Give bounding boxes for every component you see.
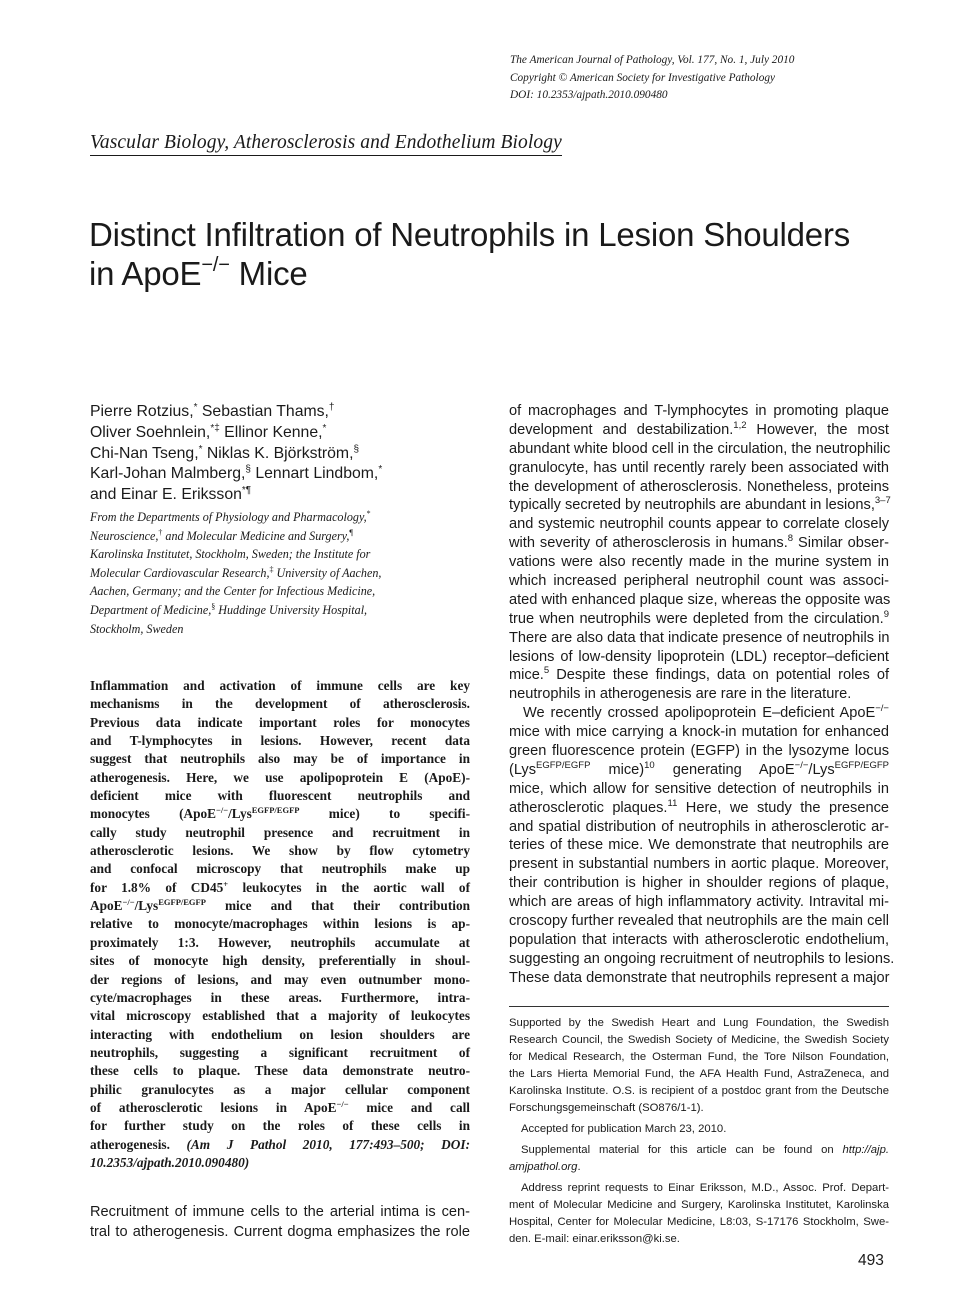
author-line: Chi-Nan Tseng,* Niklas K. Björkström,§ (90, 443, 360, 462)
body-line: There are also data that indicate presence of neutrophils in (509, 629, 890, 646)
abstract-line: interacting with endothelium on lesion shoulders are (90, 1026, 470, 1042)
body-line: green fluorescence protein (EGFP) in the lysozyme locus (509, 743, 889, 760)
supplemental-note: Supplemental material for this article can be found on http://ajp. (521, 1144, 889, 1156)
abstract-line: atherogenesis. Here, we use apolipoprotein E (ApoE)- (90, 769, 470, 785)
reprint-address: Hospital, Center for Molecular Medicine, L8:03, S-17176 Stockholm, Swe- (509, 1216, 889, 1228)
abstract-line: suggest that neutrophils also may be of importance in (90, 751, 470, 767)
article-title (89, 215, 909, 293)
funding-line: Research Council, the Swedish Society of Medicine, the Swedish Society (509, 1034, 889, 1046)
right-column-body (509, 402, 895, 988)
body-line: atherosclerotic plaques.$^{11}$ Here, we study the presence (509, 797, 889, 816)
abstract-line: these cells to plaque. These data demonstrate neutro- (90, 1063, 470, 1079)
title-line-1: Distinct Infiltration of Neutrophils in Lesion Shoulders (89, 216, 851, 253)
title-line-2: in ApoE−/− Mice (89, 254, 308, 292)
abstract-line: for 1.8% of CD45+ leukocytes in the aortic wall of (90, 878, 470, 895)
body-line: which increased peripheral neutrophil count was associ- (509, 573, 889, 590)
abstract (90, 677, 470, 1172)
abstract-line: monocytes (ApoE−/−/Lys$^{EGFP/EGFP}$ mice) to specifi- (90, 805, 470, 822)
author-line: Karl-Johan Malmberg,§ Lennart Lindbom,* (90, 464, 383, 483)
body-line: ated with enhanced plaque size, whereas the opposite was (509, 591, 891, 608)
affiliation-line: Stockholm, Sweden (90, 621, 184, 636)
body-line: mice, which allow for sensitive detection of neutrophils in (509, 780, 889, 797)
abstract-line: sites of monocyte high density, preferentially in shoul- (90, 953, 470, 969)
abstract-line: Inflammation and activation of immune cells are key (90, 678, 470, 693)
section-title: Vascular Biology, Atherosclerosis and Endothelium Biology (90, 132, 562, 156)
journal-citation: The American Journal of Pathology, Vol. 177, No. 1, July 2010 (510, 54, 795, 66)
abstract-line: Previous data indicate important roles for monocytes (90, 714, 470, 730)
body-line: lesions of low-density lipoprotein (LDL) receptor–deficient (509, 648, 889, 665)
abstract-line: proximately 1:3. However, neutrophils accumulate at (90, 934, 470, 950)
body-line: croscopy further revealed that neutrophils are the main cell (509, 913, 889, 930)
body-line: present in substantial numbers in aortic plaque. Moreover, (509, 856, 889, 873)
funding-line: Forschungsgemeinschaft (SO876/1-1). (509, 1102, 704, 1114)
abstract-line: of atherosclerotic lesions in ApoE−/− mice and call (90, 1098, 470, 1115)
copyright-line: Copyright © American Society for Investigative Pathology (510, 71, 776, 84)
body-line: with severity of atherosclerosis in humans.$^8$ Similar obser- (509, 533, 889, 552)
page-number: 493 (858, 1252, 884, 1269)
author-line: Oliver Soehnlein,*‡ Ellinor Kenne,* (90, 422, 327, 441)
abstract-line: atherosclerotic lesions. We show by flow cytometry (90, 843, 470, 859)
body-line: granulocyte, has until recently rarely been associated with (509, 459, 889, 476)
reprint-address: ment of Molecular Medicine and Surgery, Karolinska Institutet, Karolinska (509, 1199, 889, 1211)
affiliation-line: Molecular Cardiovascular Research,‡ University of Aachen, (90, 564, 382, 580)
footnote-divider (509, 1006, 889, 1007)
body-line: and systemic neutrophil counts appear to correlate closely (509, 516, 889, 533)
body-line: vations were also recently made in the murine system in (509, 554, 889, 571)
body-line: true when neutrophils were depleted from the circulation.$^9$ (509, 608, 889, 627)
body-line: suggesting an ongoing recruitment of neutrophils to lesions. (509, 950, 895, 967)
body-line: We recently crossed apolipoprotein E–deficient ApoE−/− (523, 703, 889, 722)
author-line: and Einar E. Eriksson*¶ (90, 485, 252, 504)
body-line: of macrophages and T-lymphocytes in promoting plaque (509, 403, 889, 419)
abstract-line: cally study neutrophil presence and recruitment in (90, 824, 470, 840)
funding-line: Supported by the Swedish Heart and Lung Foundation, the Swedish (509, 1017, 889, 1029)
body-line: population that interacts with atherosclerotic endothelium, (509, 931, 889, 948)
abstract-line: atherogenesis. (Am J Pathol 2010, 177:493–500; DOI: (90, 1136, 470, 1152)
supplemental-link[interactable]: amjpathol.org (509, 1161, 578, 1173)
body-line: abundant white blood cell in the circulation, the neutrophilic (509, 440, 891, 457)
funding-line: Karolinska Institute. O.S. is recipient of a postdoc grant from the Deutsche (509, 1085, 889, 1097)
abstract-line: relative to monocyte/macrophages within lesions is ap- (90, 916, 470, 932)
journal-header (510, 52, 794, 105)
reprint-address: Address reprint requests to Einar Eriksson, M.D., Assoc. Prof. Depart- (521, 1182, 889, 1194)
body-line: their contribution is higher in shoulder regions of plaque, (509, 875, 889, 892)
affiliation-line: Aachen, Germany; and the Center for Infectious Medicine, (90, 584, 376, 599)
supplemental-link[interactable]: http://ajp. (842, 1144, 889, 1156)
abstract-line: ApoE−/−/Lys$^{EGFP/EGFP}$ mice and that their contribution (90, 897, 470, 914)
abstract-line: and confocal microscopy that neutrophils make up (90, 861, 470, 877)
affiliation-line: From the Departments of Physiology and Pharmacology,* (90, 509, 371, 524)
abstract-line: cyte/macrophages in these areas. Furthermore, intra- (90, 989, 470, 1005)
body-line: the development of atherosclerosis. Nonetheless, proteins (509, 478, 889, 495)
affiliations (90, 508, 435, 638)
body-line: mice.$^5$ Despite these findings, data on potential roles of (509, 665, 889, 684)
affiliation-line: Neuroscience,† and Molecular Medicine and Surgery,¶ (90, 527, 353, 543)
doi-line: DOI: 10.2353/ajpath.2010.090480 (510, 89, 668, 101)
funding-line: for Medical Research, the Osterman Fund, the Tore Nilson Foundation, (509, 1051, 889, 1063)
abstract-line: and T-lymphocytes in lesions. However, recent data (90, 733, 470, 749)
body-line: Recruitment of immune cells to the arterial intima is cen- (90, 1204, 470, 1220)
body-line: neutrophils in atherogenesis are rare in the literature. (509, 686, 852, 703)
intro-paragraph (90, 1203, 470, 1242)
abstract-line: philic granulocytes as a major cellular component (90, 1081, 470, 1097)
body-line: typically secreted by neutrophils are abundant in lesions,$^{3-7}$ (509, 495, 891, 514)
body-line: mice with mice carrying a knock-in mutation for enhanced (509, 724, 889, 741)
reprint-address: den. E-mail: einar.eriksson@ki.se. (509, 1233, 680, 1245)
body-line: development and destabilization.$^{1,2}$ However, the most (509, 419, 889, 438)
body-line: (Lys$^{EGFP/EGFP}$ mice)$^{10}$ generating ApoE−/−/Lys$^{EGFP/EGFP}$ (509, 759, 889, 778)
footnotes (509, 1015, 889, 1248)
abstract-line: mechanisms in the development of atherosclerosis. (90, 696, 470, 712)
abstract-citation-doi: 10.2353/ajpath.2010.090480) (90, 1154, 250, 1170)
accepted-date: Accepted for publication March 23, 2010. (521, 1123, 727, 1135)
abstract-citation: (Am J Pathol 2010, 177:493–500; DOI: (186, 1136, 470, 1152)
body-line: which are areas of high inflammatory activity. Intravital mi- (509, 894, 889, 911)
body-line: and spatial distribution of neutrophils in atherosclerotic ar- (509, 818, 889, 835)
affiliation-line: Karolinska Institutet, Stockholm, Sweden; the Institute for (90, 547, 371, 562)
abstract-line: neutrophils, suggesting a significant recruitment of (90, 1044, 470, 1060)
body-line: tral to atherogenesis. Current dogma emphasizes the role (90, 1223, 470, 1240)
abstract-line: deficient mice with fluorescent neutrophils and (90, 788, 470, 804)
abstract-line: vital microscopy established that a majority of leukocytes (90, 1008, 470, 1024)
author-list (90, 402, 470, 506)
body-line: teries of these mice. We demonstrate that neutrophils are (509, 837, 889, 854)
supplemental-note: amjpathol.org. (509, 1161, 581, 1173)
abstract-line: for further study on the roles of these cells in (90, 1118, 470, 1134)
affiliation-line: Department of Medicine,§ Huddinge University Hospital, (90, 601, 368, 617)
author-line: Pierre Rotzius,* Sebastian Thams,† (90, 402, 335, 420)
abstract-line: der regions of lesions, and may even outnumber mono- (90, 971, 470, 987)
body-line: These data demonstrate that neutrophils represent a major (509, 969, 890, 986)
funding-line: the Lars Hierta Memorial Fund, the AFA Health Fund, AstraZeneca, and (509, 1068, 889, 1080)
